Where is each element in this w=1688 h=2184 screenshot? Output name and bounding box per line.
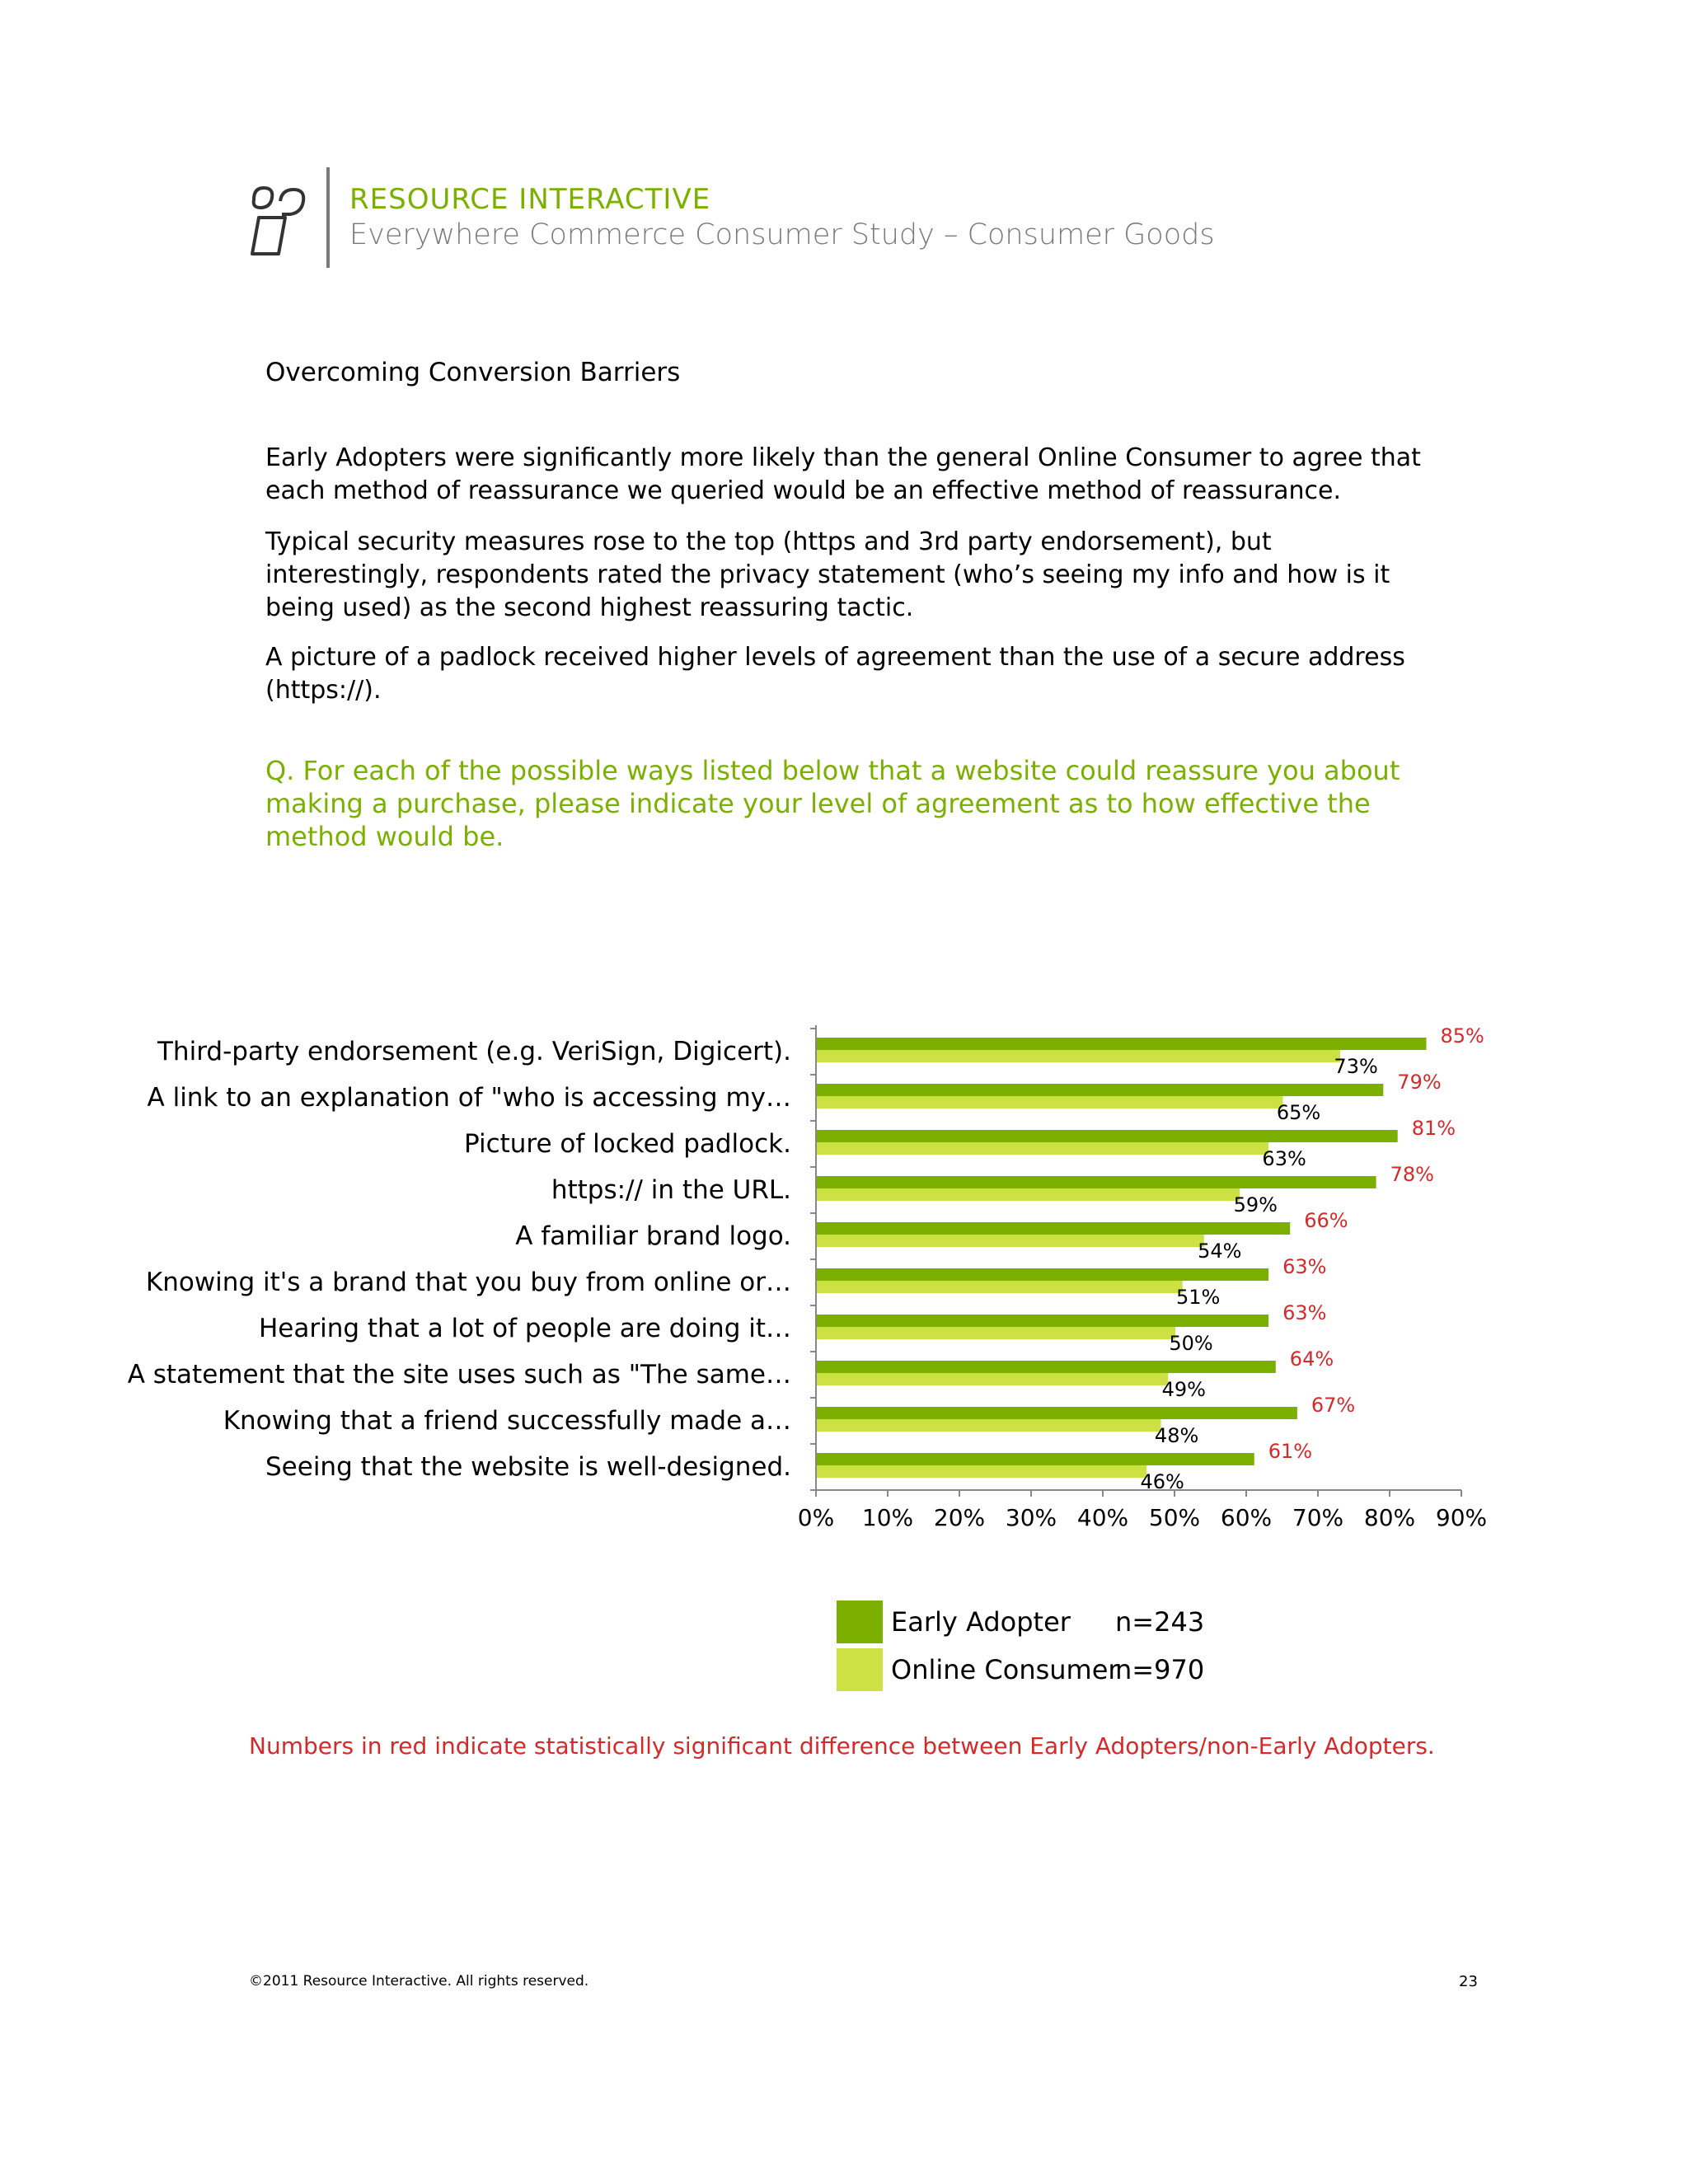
report-subtitle: Everywhere Commerce Consumer Study – Consumer Goods (349, 218, 1215, 251)
data-label-early-adopter: 78% (1390, 1163, 1434, 1186)
bar-online-consumer (817, 1096, 1283, 1108)
category-label: https:// in the URL. (551, 1175, 791, 1205)
x-tick-label: 50% (1148, 1504, 1201, 1531)
x-tick-label: 30% (1005, 1504, 1057, 1531)
data-label-early-adopter: 67% (1311, 1394, 1356, 1417)
survey-question: Q. For each of the possible ways listed below that a website could reassure you about making a purchase, please indicate your level of agreement as to how effective the method would be. (265, 755, 1400, 852)
x-tick-label: 20% (933, 1504, 986, 1531)
data-label-early-adopter: 63% (1282, 1255, 1327, 1278)
x-tick-label: 10% (861, 1504, 914, 1531)
bar-online-consumer (817, 1465, 1146, 1478)
bar-early-adopter (817, 1453, 1254, 1465)
paragraph-1: Early Adopters were significantly more likely than the general Online Consumer to agree that each method of reassurance we queried would be an effective method of reassurance. (265, 443, 1421, 505)
category-label: Seeing that the website is well-designed. (265, 1452, 791, 1482)
data-label-early-adopter: 85% (1440, 1024, 1484, 1047)
legend-label: Early Adopter (891, 1606, 1071, 1638)
bar-early-adopter (817, 1361, 1276, 1373)
data-label-early-adopter: 64% (1289, 1347, 1334, 1371)
reassurance-bar-chart (0, 1014, 1688, 1533)
bar-online-consumer (817, 1142, 1268, 1155)
footer-copyright: ©2011 Resource Interactive. All rights reserved. (249, 1973, 589, 1990)
legend-sample-size: n=970 (1115, 1654, 1205, 1685)
bar-online-consumer (817, 1419, 1161, 1432)
bar-early-adopter (817, 1130, 1398, 1142)
legend-label: Online Consumer (891, 1654, 1119, 1685)
data-label-online-consumer: 65% (1276, 1101, 1321, 1124)
bar-online-consumer (817, 1327, 1175, 1339)
category-label: A familiar brand logo. (515, 1221, 791, 1251)
x-tick-label: 70% (1292, 1504, 1344, 1531)
resource-interactive-logo-icon (246, 183, 312, 257)
bar-online-consumer (817, 1050, 1340, 1062)
bar-online-consumer (817, 1281, 1183, 1293)
bar-early-adopter (817, 1268, 1268, 1281)
x-tick-label: 40% (1076, 1504, 1129, 1531)
bar-online-consumer (817, 1373, 1168, 1385)
data-label-online-consumer: 49% (1161, 1378, 1206, 1401)
paragraph-2: Typical security measures rose to the top (https and 3rd party endorsement), but interestingly, respondents rated the privacy statement (who’s seeing my info and how is it being used) as the second highest reassuring tactic. (265, 527, 1390, 622)
bar-early-adopter (817, 1038, 1427, 1050)
page-number: 23 (1459, 1973, 1478, 1990)
legend-item-early-adopter (837, 1599, 1204, 1645)
data-label-early-adopter: 63% (1282, 1301, 1327, 1324)
x-tick-label: 80% (1363, 1504, 1416, 1531)
data-label-online-consumer: 73% (1334, 1055, 1378, 1078)
x-tick-label: 0% (797, 1504, 835, 1531)
data-label-early-adopter: 81% (1411, 1117, 1456, 1140)
legend-sample-size: n=243 (1115, 1606, 1205, 1638)
paragraph-3: A picture of a padlock received higher levels of agreement than the use of a secure address (https://). (265, 643, 1405, 705)
data-label-online-consumer: 59% (1233, 1193, 1278, 1216)
category-label: Knowing that a friend successfully made a… (223, 1406, 791, 1436)
data-label-early-adopter: 61% (1268, 1440, 1313, 1463)
legend-swatch-early-adopter (837, 1601, 883, 1643)
bar-early-adopter (817, 1407, 1297, 1419)
bar-early-adopter (817, 1084, 1383, 1096)
category-label: Knowing it's a brand that you buy from online or… (145, 1268, 791, 1297)
bar-online-consumer (817, 1188, 1240, 1201)
data-label-online-consumer: 48% (1154, 1424, 1199, 1447)
data-label-online-consumer: 51% (1176, 1286, 1221, 1309)
section-title: Overcoming Conversion Barriers (265, 358, 681, 387)
legend-item-online-consumer (837, 1647, 1204, 1693)
bar-early-adopter (817, 1315, 1268, 1327)
x-tick-label: 60% (1220, 1504, 1273, 1531)
chart-legend (837, 1599, 1204, 1694)
category-label: A statement that the site uses such as "The same… (127, 1360, 791, 1390)
category-label: Picture of locked padlock. (463, 1129, 791, 1159)
data-label-early-adopter: 66% (1304, 1209, 1348, 1232)
category-label: Third-party endorsement (e.g. VeriSign, Digicert). (157, 1037, 791, 1066)
bar-online-consumer (817, 1235, 1204, 1247)
data-label-early-adopter: 79% (1397, 1071, 1442, 1094)
category-label: A link to an explanation of "who is accessing my… (147, 1083, 791, 1113)
legend-swatch-online-consumer (837, 1648, 883, 1691)
bar-early-adopter (817, 1222, 1290, 1235)
data-label-online-consumer: 54% (1198, 1240, 1242, 1263)
data-label-online-consumer: 50% (1169, 1332, 1213, 1355)
bar-early-adopter (817, 1176, 1376, 1188)
brand-name: RESOURCE INTERACTIVE (349, 183, 711, 216)
x-tick-label: 90% (1435, 1504, 1488, 1531)
data-label-online-consumer: 63% (1262, 1147, 1306, 1170)
data-label-online-consumer: 46% (1140, 1470, 1184, 1493)
significance-note: Numbers in red indicate statistically significant difference between Early Adopters/non-Early Adopters. (249, 1732, 1435, 1760)
category-label: Hearing that a lot of people are doing it… (258, 1314, 791, 1343)
header-divider (326, 167, 330, 268)
